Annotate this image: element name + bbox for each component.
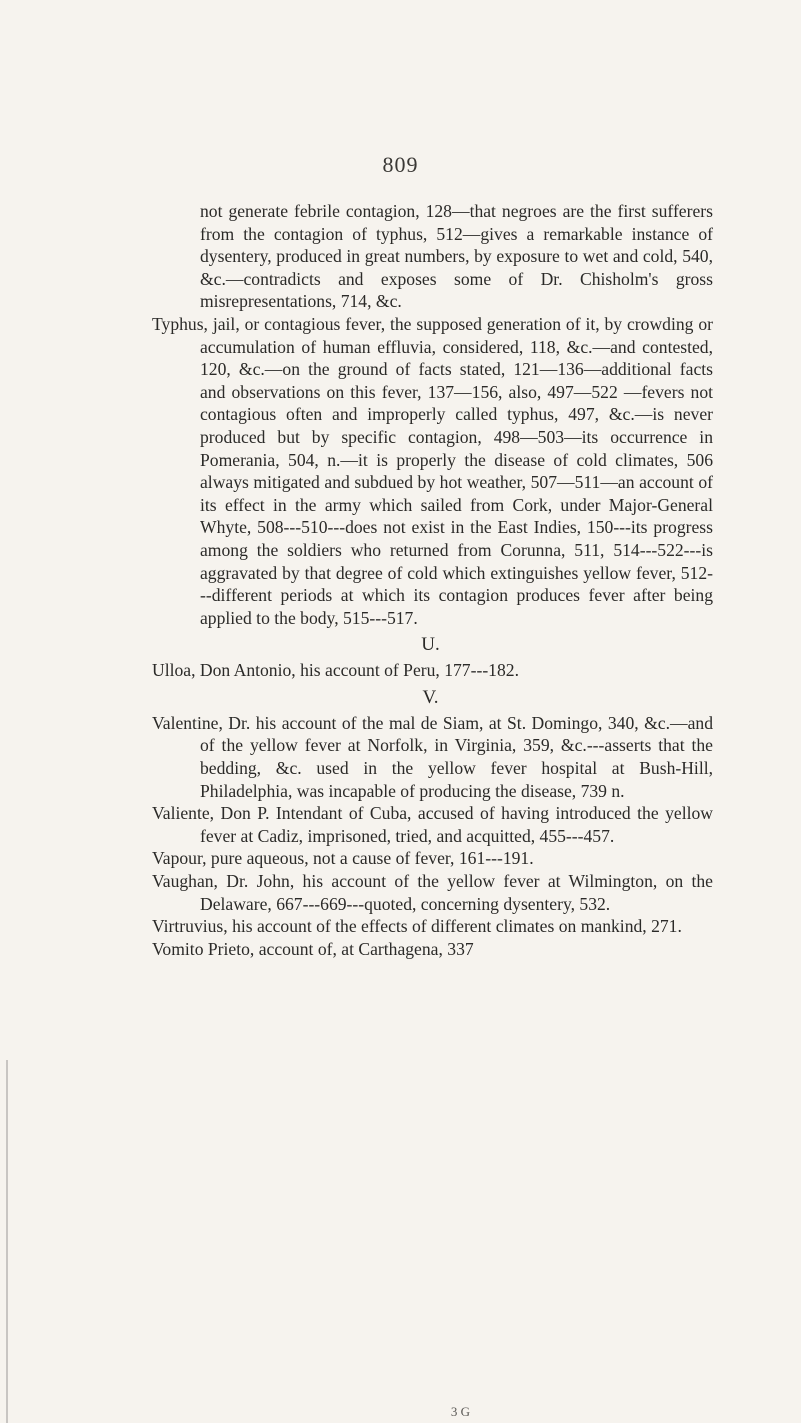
index-entry-vapour: Vapour, pure aqueous, not a cause of fever, 161---191. <box>152 848 534 869</box>
section-letter-u: U. <box>421 634 440 656</box>
signature-mark: 3 G <box>450 1404 471 1419</box>
index-entry-virtruvius: Virtruvius, his account of the effects of different climates on mankind, 271. <box>152 916 682 937</box>
index-entry-valentine: Valentine, Dr. his account of the mal de Siam, at St. Domingo, 340, &c.—and of the yellow fever at Norfolk, in Virginia, 359, &c.---asserts that the bedding, &c. used in the yellow fever hospital at Bush-Hill, Philadelphia, was incapable of producing the disease, 739 n. <box>152 712 713 801</box>
index-entry-ulloa: Ulloa, Don Antonio, his account of Peru, 177---182. <box>152 660 519 681</box>
section-letter-v: V. <box>422 686 439 708</box>
index-entry-vomito-prieto: Vomito Prieto, account of, at Carthagena, 337 <box>152 938 474 959</box>
page-number: 809 <box>382 152 419 177</box>
index-entries <box>0 200 801 960</box>
index-entry-continuation: not generate febrile contagion, 128—that negroes are the first sufferers from the contagion of typhus, 512—gives a remarkable instance of dysentery, produced in great numbers, by exposure to wet and cold, 540, &c.—contradicts and exposes some of Dr. Chisholm's gross misrepresentations, 714, &c. <box>200 201 713 312</box>
index-entry-typhus: Typhus, jail, or contagious fever, the supposed generation of it, by crowding or accumulation of human effluvia, considered, 118, &c.—and contested, 120, &c.—on the ground of facts stated, 121—136—additional facts and observations on this fever, 137—156, also, 497—522 —fevers not contagious often and improperly called typhus, 497, &c.—is never produced but by specific contagion, 498—503—its occurrence in Pomerania, 504, n.—it is properly the disease of cold climates, 506 always mitigated and subdued by hot weather, 507—511—an account of its effect in the army which sailed from Cork, under Major-General Whyte, 508---510---does not exist in the East Indies, 150---its progress among the soldiers who returned from Corunna, 511, 514---522---is aggravated by that degree of cold which extinguishes yellow fever, 512---different periods at which its contagion produces fever after being applied to the body, 515---517. <box>152 313 713 628</box>
binding-edge-shadow <box>6 1060 8 1423</box>
index-entry-vaughan: Vaughan, Dr. John, his account of the yellow fever at Wilmington, on the Delaware, 667---669---quoted, concerning dysentery, 532. <box>152 871 713 914</box>
index-entry-valiente: Valiente, Don P. Intendant of Cuba, accused of having introduced the yellow fever at Cadiz, imprisoned, tried, and acquitted, 455---457. <box>152 803 713 846</box>
